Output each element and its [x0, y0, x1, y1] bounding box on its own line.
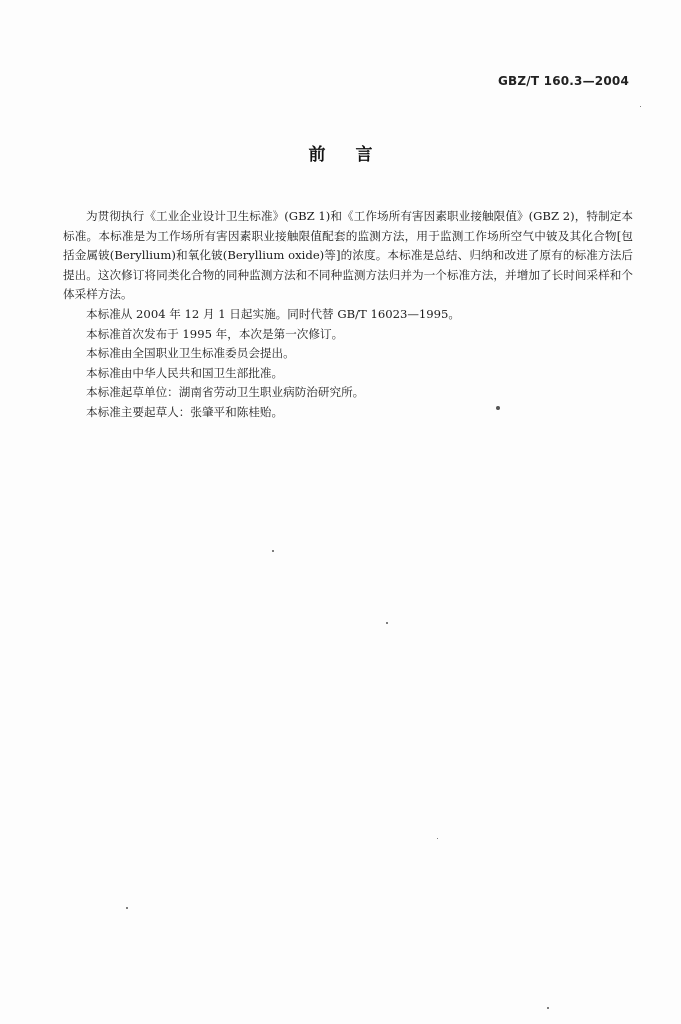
scan-speck: [437, 838, 438, 839]
preface-paragraph-effective-date: 本标准从 2004 年 12 月 1 日起实施。同时代替 GB/T 16023—1995。: [86, 306, 461, 321]
preface-paragraph-first-issue: 本标准首次发布于 1995 年，本次是第一次修订。: [86, 326, 344, 341]
scan-speck: [547, 1007, 549, 1009]
standard-code: GBZ/T 160.3—2004: [498, 74, 629, 88]
scan-speck: [496, 406, 500, 410]
preface-paragraph-drafting-unit: 本标准起草单位：湖南省劳动卫生职业病防治研究所。: [86, 385, 365, 400]
scan-speck: [386, 622, 388, 624]
scan-speck: [640, 106, 641, 107]
page-title: 前言: [308, 145, 403, 165]
preface-paragraph-approver: 本标准由中华人民共和国卫生部批准。: [86, 365, 284, 380]
preface-body: [63, 207, 633, 423]
preface-paragraph-proposer: 本标准由全国职业卫生标准委员会提出。: [86, 346, 295, 361]
preface-paragraph-intro: 为贯彻执行《工业企业设计卫生标准》(GBZ 1)和《工作场所有害因素职业接触限值》(GBZ 2)，特制定本标准。本标准是为工作场所有害因素职业接触限值配套的监测方法，用于监测工作场所空气中铍及其化合物[包括金属铍(Beryllium)和氧化铍(Beryllium oxide)等]的浓度。本标准是总结、归纳和改进了原有的标准方法后提出。这次修订将同类化合物的同种监测方法和不同种监测方法归并为一个标准方法，并增加了长时间采样和个体采样方法。: [63, 209, 633, 302]
scan-speck: [272, 550, 274, 552]
preface-paragraph-drafters: 本标准主要起草人：张肇平和陈桂贻。: [86, 404, 284, 419]
scan-speck: [126, 907, 128, 909]
